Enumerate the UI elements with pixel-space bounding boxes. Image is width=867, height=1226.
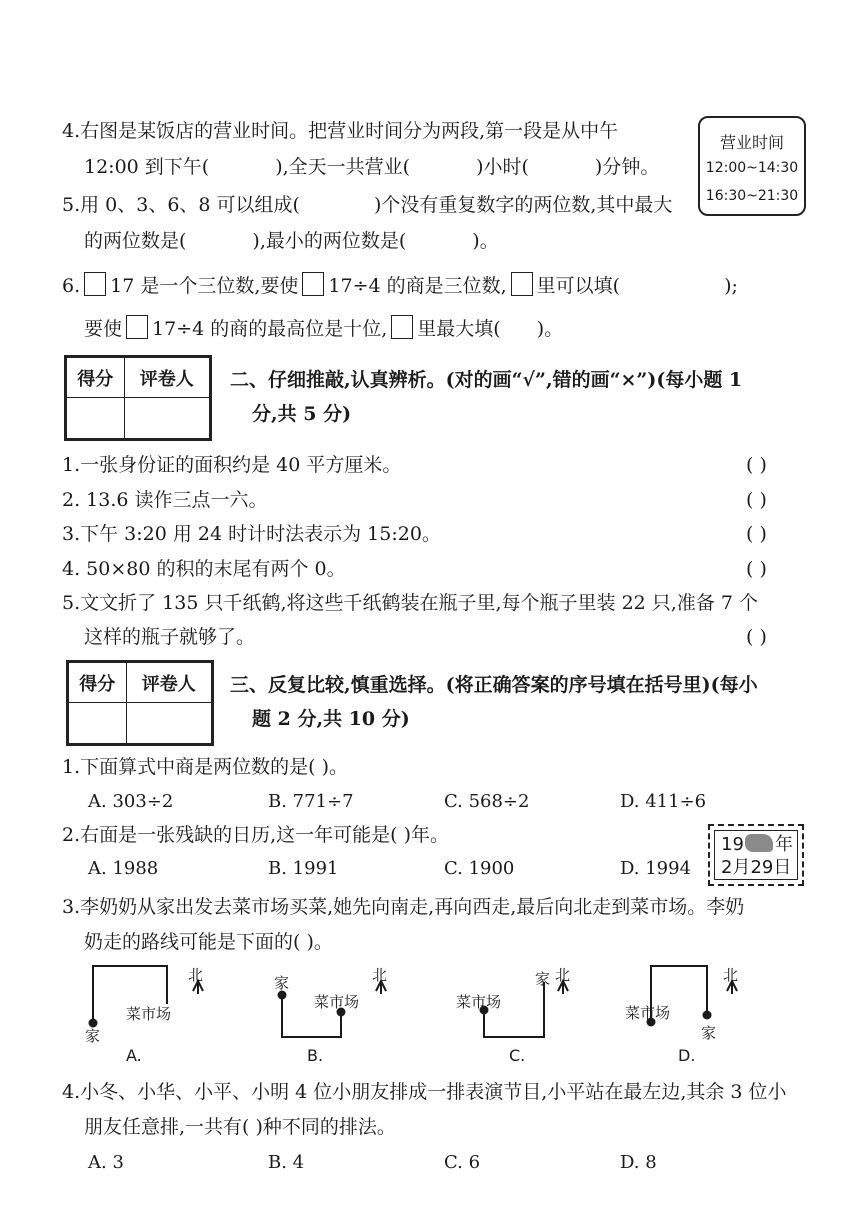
part2-item-5: 5.文文折了 135 只千纸鹤,将这些千纸鹤装在瓶子里,每个瓶子里装 22 只,准备 7 个 [62, 592, 759, 614]
answer-bracket[interactable]: ( ) [746, 489, 767, 511]
q6-line1-a: 6. [62, 275, 81, 297]
q6-line1-d: 里可以填( [536, 275, 621, 297]
hours-title: 营业时间 [719, 133, 784, 152]
q5-line1 [62, 196, 672, 215]
market-label: 菜市场 [314, 993, 360, 1011]
blank-square [126, 315, 148, 339]
calendar-smudge [745, 834, 773, 852]
score-cell[interactable] [69, 703, 127, 744]
q4-line2-a: 12:00 到下午( [84, 156, 210, 178]
q4-line2-c: )小时( [476, 156, 529, 178]
q5-line2 [84, 232, 499, 251]
hours-second: 16:30~21:30 [705, 188, 799, 204]
q1-option-a: A. 303÷2 [88, 791, 174, 812]
home-label: 家 [535, 970, 551, 988]
calendar-year-suffix: 年 [775, 834, 793, 855]
north-label: 北 [372, 966, 388, 984]
q6-line2-a: 要使 [84, 318, 123, 340]
part3-title-line1: 三、反复比较,慎重选择。(将正确答案的序号填在括号里)(每小 [230, 674, 758, 696]
home-label: 家 [274, 974, 290, 992]
score-table-2 [64, 355, 212, 441]
part3-title-line2: 题 2 分,共 10 分) [252, 708, 410, 730]
grader-cell[interactable] [124, 398, 210, 439]
home-label: 家 [85, 1027, 101, 1045]
part3-q3-line2: 奶走的路线可能是下面的( )。 [84, 931, 333, 953]
q5-line1-a: 5.用 0、3、6、8 可以组成( [62, 194, 300, 216]
route-label-b: B. [307, 1046, 324, 1065]
part2-item-2: 2. 13.6 读作三点一六。 [62, 489, 268, 511]
answer-bracket[interactable]: ( ) [746, 523, 767, 545]
q2-option-b: B. 1991 [268, 858, 339, 879]
route-label-a: A. [126, 1046, 142, 1065]
torn-calendar [708, 824, 804, 886]
score-header: 得分 [67, 358, 125, 398]
market-label: 菜市场 [126, 1005, 172, 1023]
blank-square [84, 272, 106, 296]
q5-line2-a: 的两位数是( [84, 230, 187, 252]
blank-square [302, 272, 324, 296]
q6-line2 [84, 315, 563, 339]
route-label-d: D. [678, 1046, 696, 1065]
answer-bracket[interactable]: ( ) [746, 558, 767, 580]
part2-item-3: 3.下午 3:20 用 24 时计时法表示为 15:20。 [62, 523, 441, 545]
answer-bracket[interactable]: ( ) [746, 454, 767, 476]
score-cell[interactable] [67, 398, 125, 439]
north-label: 北 [723, 966, 739, 984]
north-label: 北 [188, 966, 204, 984]
hours-first: 12:00~14:30 [705, 160, 799, 176]
grader-header: 评卷人 [124, 358, 210, 398]
blank-square [511, 272, 533, 296]
q4-line2 [84, 158, 659, 177]
q5-line2-b: ),最小的两位数是( [252, 230, 407, 252]
q6-line2-c: 里最大填( [417, 318, 501, 340]
calendar-year-prefix: 19 [721, 834, 744, 855]
part2-item-1: 1.一张身份证的面积约是 40 平方厘米。 [62, 454, 402, 476]
home-label: 家 [701, 1024, 717, 1042]
part2-title-line2: 分,共 5 分) [252, 403, 352, 425]
q4-option-b: B. 4 [268, 1152, 305, 1173]
blank-square [391, 315, 413, 339]
q6-line1-b: 17 是一个三位数,要使 [110, 275, 299, 297]
q4-option-d: D. 8 [620, 1152, 657, 1173]
q2-option-c: C. 1900 [444, 858, 515, 879]
grader-cell[interactable] [126, 703, 212, 744]
q4-line1: 4.右图是某饭店的营业时间。把营业时间分为两段,第一段是从中午 [62, 120, 619, 142]
q1-option-c: C. 568÷2 [444, 791, 530, 812]
q5-line1-b: )个没有重复数字的两位数,其中最大 [373, 194, 673, 216]
score-header: 得分 [69, 663, 127, 703]
q5-line2-c: )。 [472, 230, 499, 252]
part2-title-line1: 二、仔细推敲,认真辨析。(对的画“√”,错的画“×”)(每小题 1 [230, 369, 743, 391]
part3-q3-line1: 3.李奶奶从家出发去菜市场买菜,她先向南走,再向西走,最后向北走到菜市场。李奶 [62, 896, 745, 918]
q4-option-a: A. 3 [88, 1152, 124, 1173]
part3-q2: 2.右面是一张残缺的日历,这一年可能是( )年。 [62, 824, 450, 846]
market-label: 菜市场 [625, 1004, 671, 1022]
grader-header: 评卷人 [126, 663, 212, 703]
q4-line2-b: ),全天一共营业( [275, 156, 411, 178]
part2-item-4: 4. 50×80 的积的末尾有两个 0。 [62, 558, 346, 580]
q6-line2-d: )。 [536, 318, 564, 340]
q1-option-d: D. 411÷6 [620, 791, 707, 812]
q2-option-a: A. 1988 [88, 858, 159, 879]
q6-line2-b: 17÷4 的商的最高位是十位, [152, 318, 388, 340]
business-hours-box [698, 116, 806, 216]
q4-line2-d: )分钟。 [594, 156, 660, 178]
part2-item-5-line2: 这样的瓶子就够了。 [84, 626, 256, 648]
q6-line1-c: 17÷4 的商是三位数, [328, 275, 507, 297]
market-label: 菜市场 [456, 993, 502, 1011]
score-table-3 [66, 660, 214, 746]
part3-q4-line2: 朋友任意排,一共有( )种不同的排法。 [84, 1116, 396, 1138]
route-label-c: C. [509, 1046, 526, 1065]
answer-bracket[interactable]: ( ) [746, 626, 767, 648]
q4-option-c: C. 6 [444, 1152, 481, 1173]
north-label: 北 [555, 966, 571, 984]
q6-line1-e: ); [724, 275, 738, 297]
calendar-date: 2月29日 [721, 857, 792, 878]
q6-line1 [62, 272, 738, 296]
q2-option-d: D. 1994 [620, 858, 692, 879]
q1-option-b: B. 771÷7 [268, 791, 354, 812]
part3-q4-line1: 4.小冬、小华、小平、小明 4 位小朋友排成一排表演节目,小平站在最左边,其余 3 位小 [62, 1081, 787, 1103]
part3-q1: 1.下面算式中商是两位数的是( )。 [62, 756, 348, 778]
